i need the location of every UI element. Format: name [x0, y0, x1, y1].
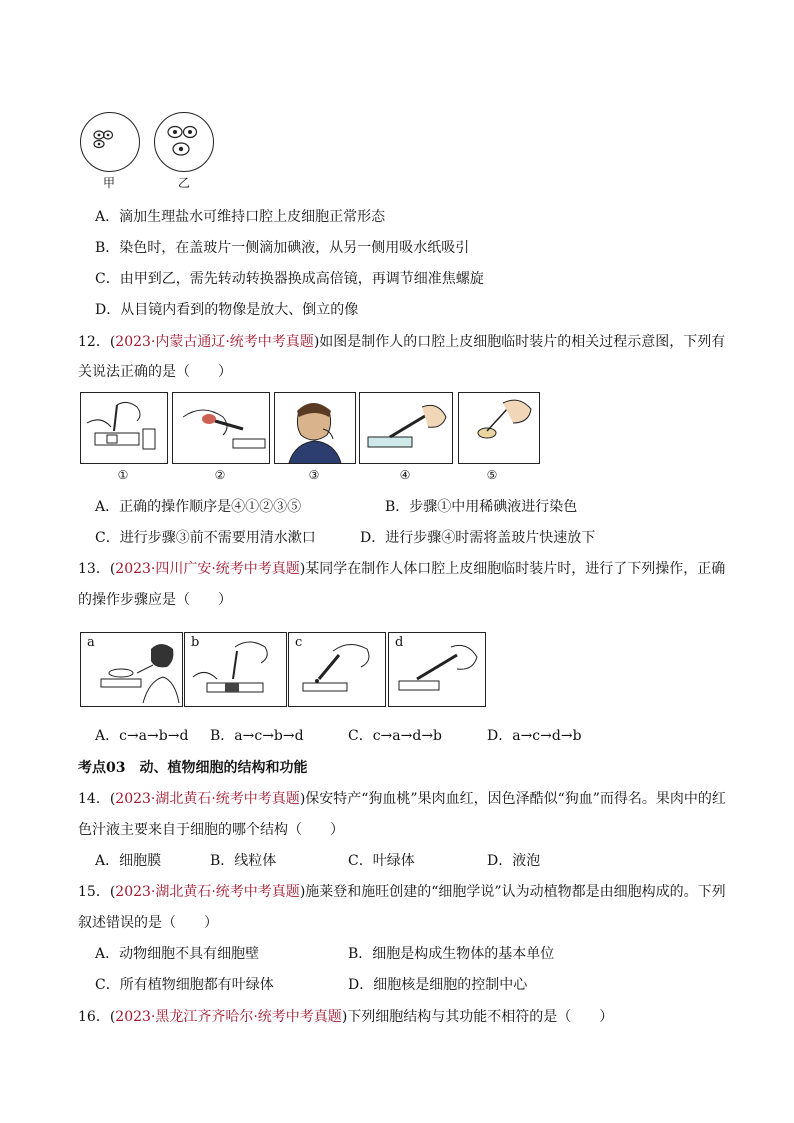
q14-option-a: A．细胞膜	[95, 853, 162, 869]
q14-option-b: B．线粒体	[210, 853, 277, 869]
q12-label-3: ③	[308, 468, 320, 482]
q12-stem-a: )如图是制作人的口腔上皮细胞临时装片的相关过程示意图，下列有	[313, 334, 726, 350]
q13-panel-b	[184, 632, 287, 707]
q14-stem-line1	[78, 789, 726, 809]
q16-source: 2023·黑龙江齐齐哈尔·统考中考真题	[115, 1009, 342, 1025]
q12-label-5: ⑤	[486, 468, 498, 482]
drop-water-drawing	[289, 633, 385, 706]
q15-option-c: C．所有植物细胞都有叶绿体	[95, 977, 274, 993]
q16-stem-line1	[78, 1007, 613, 1027]
label-yi: 乙	[177, 176, 190, 190]
q13-label-b: b	[191, 635, 200, 650]
q13-number: 13．(	[78, 561, 116, 577]
q15-stem-line1	[78, 882, 726, 902]
section-title: 考点03 动、植物细胞的结构和功能	[78, 760, 308, 776]
q14-option-d: D．液泡	[487, 853, 541, 869]
q12-number: 12．(	[78, 334, 116, 350]
q12-option-c: C．进行步骤③前不需要用清水漱口	[95, 530, 316, 546]
q12-stem-line2: 关说法正确的是（ ）	[78, 364, 232, 380]
q15-stem-line2: 叙述错误的是（ ）	[78, 915, 218, 931]
q13-label-d: d	[395, 635, 404, 650]
q13-stem-a: )某同学在制作人体口腔上皮细胞临时装片时，进行了下列操作，正确	[299, 561, 726, 577]
field-yi	[154, 112, 214, 172]
cover-drawing	[389, 633, 485, 706]
cells-large	[155, 113, 213, 171]
q12-label-2: ②	[214, 468, 226, 482]
q13-panel-c	[288, 632, 386, 707]
q12-panel-5	[458, 392, 540, 464]
q11-option-c: C．由甲到乙，需先转动转换器换成高倍镜，再调节细准焦螺旋	[95, 271, 484, 287]
q15-number: 15．(	[78, 884, 116, 900]
q13-panel-d	[388, 632, 486, 707]
q12-option-a: A．正确的操作顺序是④①②③⑤	[95, 499, 302, 515]
q12-option-d: D．进行步骤④时需将盖玻片快速放下	[360, 530, 596, 546]
q14-option-c: C．叶绿体	[348, 853, 415, 869]
q13-label-a: a	[87, 635, 95, 650]
q13-option-d: D．a→c→d→b	[487, 728, 582, 744]
q12-panel-1	[80, 392, 168, 464]
q11-option-d: D．从目镜内看到的物像是放大、倒立的像	[95, 302, 359, 318]
q13-stem-line2: 的操作步骤应是（ ）	[78, 592, 232, 608]
q13-source: 2023·四川广安·统考中考真题	[115, 561, 300, 577]
label-jia: 甲	[102, 176, 115, 190]
q14-stem-a: )保安特产“狗血桃”果肉血红，因色泽酷似“狗血”而得名。果肉中的红	[299, 791, 726, 807]
q16-number: 16．(	[78, 1009, 116, 1025]
q13-option-b: B．a→c→b→d	[210, 728, 304, 744]
q11-option-b: B．染色时，在盖玻片一侧滴加碘液，从另一侧用吸水纸吸引	[95, 240, 470, 256]
dropper-drawing	[173, 393, 269, 463]
q15-option-d: D．细胞核是细胞的控制中心	[348, 977, 528, 993]
q11-option-a: A．滴加生理盐水可维持口腔上皮细胞正常形态	[95, 209, 386, 225]
q13-stem-line1	[78, 559, 725, 579]
q15-stem-a: )施莱登和施旺创建的“细胞学说”认为动植物都是由细胞构成的。下列	[299, 884, 726, 900]
cells-small	[81, 113, 139, 171]
q12-panel-2	[172, 392, 270, 464]
q13-panel-a	[80, 632, 183, 707]
rinse-drawing	[81, 633, 182, 706]
q15-option-b: B．细胞是构成生物体的基本单位	[348, 946, 555, 962]
q16-stem-a: )下列细胞结构与其功能不相符的是（ ）	[341, 1009, 614, 1025]
q12-option-b: B．步骤①中用稀碘液进行染色	[385, 499, 578, 515]
q12-source: 2023·内蒙古通辽·统考中考真题	[115, 334, 314, 350]
q12-panel-3	[274, 392, 356, 464]
q12-label-4: ④	[399, 468, 411, 482]
toothpick-drawing	[459, 393, 539, 463]
q14-number: 14．(	[78, 791, 116, 807]
tweezers-coverslip-drawing	[360, 393, 452, 463]
q13-option-c: C．c→a→d→b	[348, 728, 443, 744]
q15-option-a: A．动物细胞不具有细胞壁	[95, 946, 260, 962]
q14-source: 2023·湖北黄石·统考中考真题	[115, 791, 300, 807]
q12-label-1: ①	[117, 468, 129, 482]
q12-panel-4	[359, 392, 453, 464]
q12-stem-line1	[78, 332, 725, 352]
person-drawing	[275, 393, 355, 463]
dropper-slide-drawing	[81, 393, 167, 463]
q14-stem-line2: 色汁液主要来自于细胞的哪个结构（ ）	[78, 822, 344, 838]
q13-label-c: c	[295, 635, 303, 650]
field-jia	[80, 112, 140, 172]
q13-option-a: A．c→a→b→d	[95, 728, 189, 744]
stain-drawing	[185, 633, 286, 706]
q15-source: 2023·湖北黄石·统考中考真题	[115, 884, 300, 900]
